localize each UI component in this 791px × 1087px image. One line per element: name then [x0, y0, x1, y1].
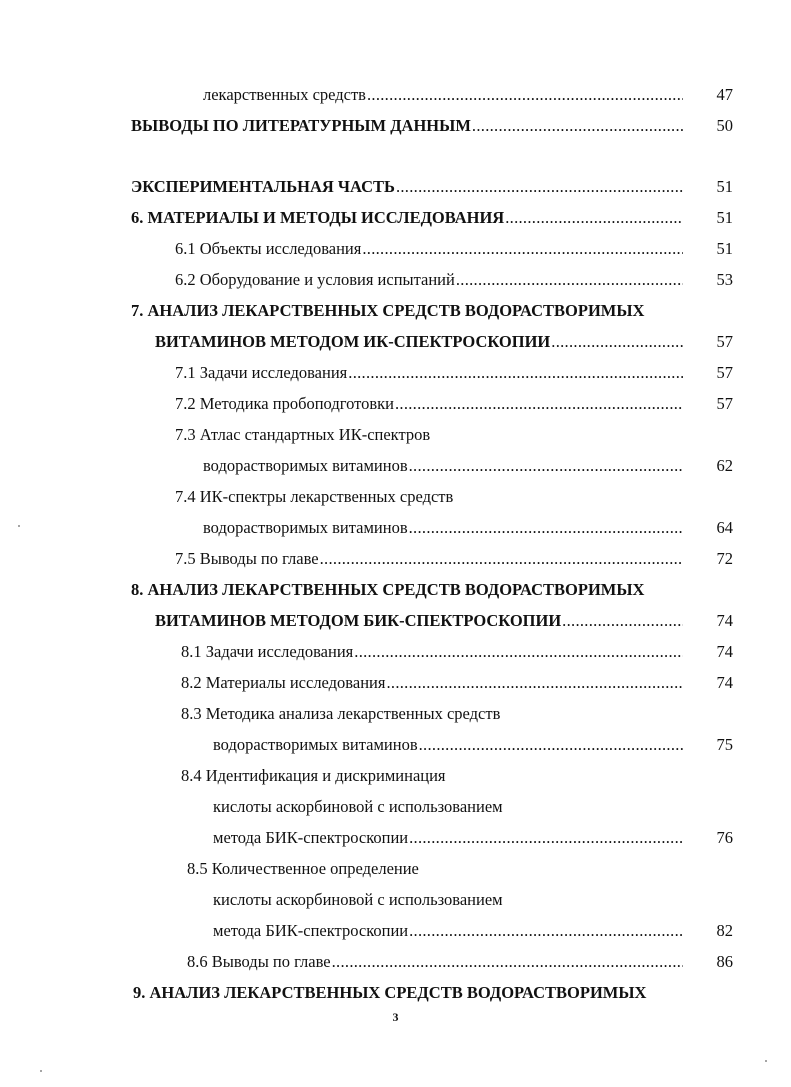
- toc-entry: [175, 268, 733, 292]
- toc-entry-title: кислоты аскорбиновой с использованием: [213, 797, 503, 816]
- toc-entry: [187, 857, 689, 881]
- toc-entry-title: 7.2 Методика пробоподготовки: [175, 394, 394, 413]
- toc-entry: [175, 361, 733, 385]
- toc-dot-leader: [348, 361, 683, 385]
- toc-entry-title: 6.1 Объекты исследования: [175, 239, 362, 258]
- toc-entry-page: 57: [716, 332, 733, 351]
- toc-dot-leader: [320, 547, 683, 571]
- toc-entry-page: 74: [716, 673, 733, 692]
- toc-dot-leader: [409, 454, 683, 478]
- toc-entry-title: 8. АНАЛИЗ ЛЕКАРСТВЕННЫХ СРЕДСТВ ВОДОРАСТВОРИМЫХ: [131, 580, 645, 599]
- toc-entry-page: 51: [716, 177, 733, 196]
- toc-entry: [133, 981, 689, 1005]
- toc-dot-leader: [505, 206, 683, 230]
- toc-entry-title: лекарственных средств: [203, 85, 366, 104]
- toc-entry-title: ВИТАМИНОВ МЕТОДОМ ИК-СПЕКТРОСКОПИИ: [155, 332, 551, 351]
- toc-entry-title: 6. МАТЕРИАЛЫ И МЕТОДЫ ИССЛЕДОВАНИЯ: [131, 208, 505, 227]
- toc-entry: [131, 114, 733, 138]
- toc-dot-leader: [551, 330, 683, 354]
- toc-entry-page: 76: [716, 828, 733, 847]
- toc-entry-page: 57: [716, 363, 733, 382]
- toc-entry-title: водорастворимых витаминов: [203, 456, 408, 475]
- toc-entry: [175, 547, 733, 571]
- toc-entry: [175, 392, 733, 416]
- toc-entry-title: 8.6 Выводы по главе: [187, 952, 331, 971]
- toc-entry-title: ЭКСПЕРИМЕНТАЛЬНАЯ ЧАСТЬ: [131, 177, 395, 196]
- toc-entry: [213, 733, 733, 757]
- toc-dot-leader: [386, 671, 683, 695]
- toc-entry-page: 72: [716, 549, 733, 568]
- toc-dot-leader: [332, 950, 683, 974]
- toc-entry: [203, 83, 733, 107]
- toc-entry-title: ВЫВОДЫ ПО ЛИТЕРАТУРНЫМ ДАННЫМ: [131, 116, 471, 135]
- toc-entry-page: 74: [716, 642, 733, 661]
- scan-speck: [40, 1070, 42, 1072]
- toc-entry-page: 64: [716, 518, 733, 537]
- page-number: 3: [392, 1010, 399, 1024]
- toc-entry: [175, 237, 733, 261]
- scan-speck: [765, 1060, 767, 1062]
- toc-entry-title: 7.3 Атлас стандартных ИК-спектров: [175, 425, 431, 444]
- toc-entry-page: 75: [716, 735, 733, 754]
- toc-dot-leader: [367, 83, 683, 107]
- toc-dot-leader: [362, 237, 683, 261]
- toc-entry-page: 47: [716, 85, 733, 104]
- toc-dot-leader: [562, 609, 683, 633]
- toc-dot-leader: [472, 114, 683, 138]
- toc-entry: [131, 206, 733, 230]
- toc-entry-page: 74: [716, 611, 733, 630]
- toc-entry: [213, 795, 689, 819]
- toc-entry: [213, 888, 689, 912]
- toc-entry: [181, 640, 733, 664]
- toc-entry: [131, 175, 733, 199]
- toc-entry-title: метода БИК-спектроскопии: [213, 921, 409, 940]
- scan-speck: [18, 525, 20, 527]
- toc-entry-title: 8.3 Методика анализа лекарственных средств: [181, 704, 501, 723]
- toc-entry-title: 8.2 Материалы исследования: [181, 673, 386, 692]
- toc-entry-title: 8.5 Количественное определение: [187, 859, 419, 878]
- toc-dot-leader: [396, 175, 683, 199]
- toc-entry-title: водорастворимых витаминов: [203, 518, 408, 537]
- toc-dot-leader: [456, 268, 683, 292]
- toc-entry: [155, 330, 733, 354]
- toc-entry-page: 57: [716, 394, 733, 413]
- toc-entry: [213, 826, 733, 850]
- toc-dot-leader: [409, 826, 683, 850]
- toc-entry-title: 8.4 Идентификация и дискриминация: [181, 766, 446, 785]
- toc-dot-leader: [419, 733, 683, 757]
- toc-entry-page: 50: [716, 116, 733, 135]
- toc-dot-leader: [409, 516, 683, 540]
- toc-entry: [181, 764, 689, 788]
- toc-entry-page: 62: [716, 456, 733, 475]
- toc-entry-title: 6.2 Оборудование и условия испытаний: [175, 270, 455, 289]
- toc-entry: [213, 919, 733, 943]
- toc-dot-leader: [395, 392, 683, 416]
- toc-entry: [131, 299, 689, 323]
- toc-entry-title: 9. АНАЛИЗ ЛЕКАРСТВЕННЫХ СРЕДСТВ ВОДОРАСТВОРИМЫХ: [133, 983, 647, 1002]
- toc-entry: [203, 516, 733, 540]
- toc-entry: [175, 485, 689, 509]
- toc-dot-leader: [409, 919, 683, 943]
- toc-entry-title: 7. АНАЛИЗ ЛЕКАРСТВЕННЫХ СРЕДСТВ ВОДОРАСТВОРИМЫХ: [131, 301, 645, 320]
- toc-entry-page: 51: [716, 239, 733, 258]
- toc-entry-title: 7.1 Задачи исследования: [175, 363, 348, 382]
- toc-entry: [175, 423, 689, 447]
- toc-entry: [187, 950, 733, 974]
- toc-entry-page: 51: [716, 208, 733, 227]
- toc-entry: [181, 702, 689, 726]
- toc-entry-page: 82: [716, 921, 733, 940]
- toc-dot-leader: [354, 640, 683, 664]
- toc-entry-title: 7.5 Выводы по главе: [175, 549, 319, 568]
- toc-entry-title: 7.4 ИК-спектры лекарственных средств: [175, 487, 454, 506]
- toc-entry: [131, 578, 689, 602]
- toc-entry-title: водорастворимых витаминов: [213, 735, 418, 754]
- toc-entry-page: 86: [716, 952, 733, 971]
- toc-entry: [181, 671, 733, 695]
- toc-entry-page: 53: [716, 270, 733, 289]
- toc-entry: [155, 609, 733, 633]
- toc-entry-title: ВИТАМИНОВ МЕТОДОМ БИК-СПЕКТРОСКОПИИ: [155, 611, 562, 630]
- toc-entry-title: кислоты аскорбиновой с использованием: [213, 890, 503, 909]
- toc-entry-title: 8.1 Задачи исследования: [181, 642, 354, 661]
- toc-entry: [203, 454, 733, 478]
- toc-entry-title: метода БИК-спектроскопии: [213, 828, 409, 847]
